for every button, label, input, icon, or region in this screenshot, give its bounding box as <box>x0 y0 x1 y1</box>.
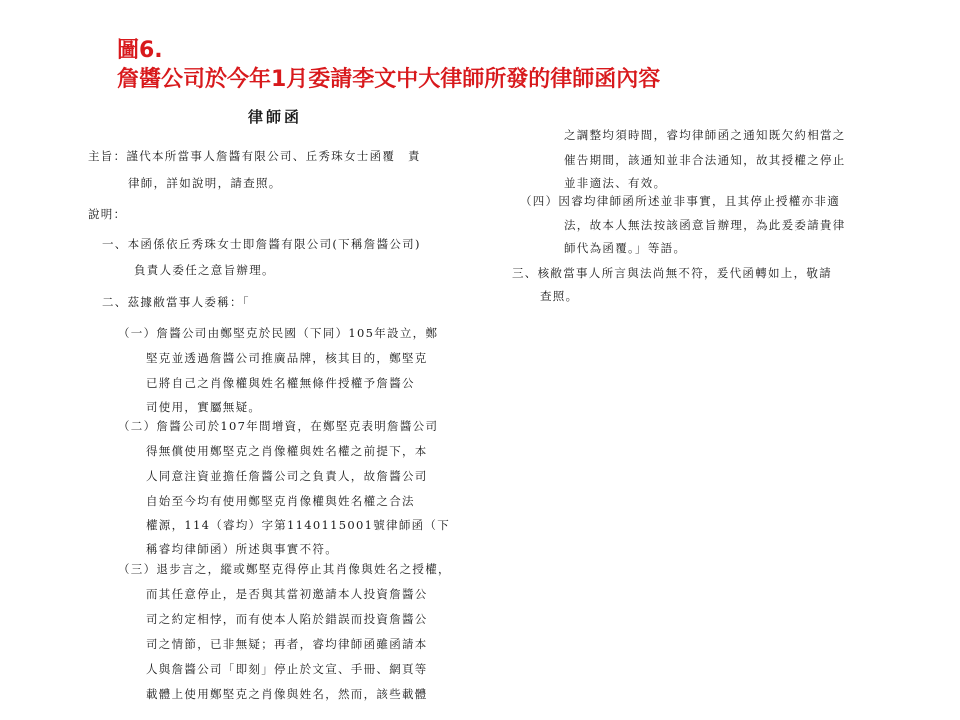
text-line: 查照。 <box>540 289 579 303</box>
text-line: 人同意注資並擔任詹醬公司之負責人，故詹醬公司 <box>146 469 428 483</box>
text-line: 律師，詳如說明，請查照。 <box>128 176 282 190</box>
text-line: 載體上使用鄭堅克之肖像與姓名，然而，該些載體 <box>146 687 428 701</box>
text-line: 司使用，實屬無疑。 <box>146 400 262 414</box>
text-line: 一、本函係依丘秀珠女士即詹醬有限公司(下稱詹醬公司) <box>102 237 421 251</box>
text-line: （一）詹醬公司由鄭堅克於民國（下同）105年設立，鄭 <box>118 326 439 340</box>
text-line: 二、茲據敝當事人委稱：「 <box>102 295 250 309</box>
text-line: 催告期間，該通知並非合法通知，故其授權之停止 <box>564 153 846 167</box>
text-line: 稱睿均律師函）所述與事實不符。 <box>146 542 338 556</box>
text-line: 權源，114（睿均）字第1140115001號律師函（下 <box>146 518 451 532</box>
text-line: 並非適法、有效。 <box>564 176 667 190</box>
letter-right-column <box>512 0 912 720</box>
text-line: 已將自己之肖像權與姓名權無條件授權予詹醬公 <box>146 376 415 390</box>
text-line: 負責人委任之意旨辦理。 <box>134 263 275 277</box>
text-line: 自始至今均有使用鄭堅克肖像權與姓名權之合法 <box>146 494 415 508</box>
text-line: 說明： <box>88 207 127 221</box>
figure-label: 圖6. <box>117 38 163 63</box>
figure-title: 詹醬公司於今年1月委請李文中大律師所發的律師函內容 <box>117 67 661 92</box>
text-line: 而其任意停止，是否與其當初邀請本人投資詹醬公 <box>146 587 428 601</box>
text-line: 人與詹醬公司「即刻」停止於文宣、手冊、網頁等 <box>146 662 428 676</box>
text-line: 法，故本人無法按該函意旨辦理，為此爰委請貴律 <box>564 218 846 232</box>
letter-title: 律師函 <box>248 108 303 126</box>
text-line: （二）詹醬公司於107年間增資，在鄭堅克表明詹醬公司 <box>118 419 439 433</box>
text-line: 師代為函覆。」等語。 <box>564 241 687 255</box>
text-line: 三、核敝當事人所言與法尚無不符，爰代函轉如上，敬請 <box>512 266 832 280</box>
text-line: （三）退步言之，縱或鄭堅克得停止其肖像與姓名之授權， <box>118 562 451 576</box>
text-line: 司之約定相悖，而有使本人陷於錯誤而投資詹醬公 <box>146 612 428 626</box>
text-line: 司之情節，已非無疑；再者，睿均律師函雖函請本 <box>146 637 428 651</box>
text-line: 之調整均須時間，睿均律師函之通知既欠約相當之 <box>564 128 846 142</box>
text-line: （四）因睿均律師函所述並非事實，且其停止授權亦非適 <box>520 194 840 208</box>
text-line: 主旨：謹代本所當事人詹醬有限公司、丘秀珠女士函覆 責 <box>88 149 421 163</box>
letter-left-column <box>88 0 488 720</box>
text-line: 堅克並透過詹醬公司推廣品牌，核其目的，鄭堅克 <box>146 351 428 365</box>
text-line: 得無償使用鄭堅克之肖像權與姓名權之前提下，本 <box>146 444 428 458</box>
